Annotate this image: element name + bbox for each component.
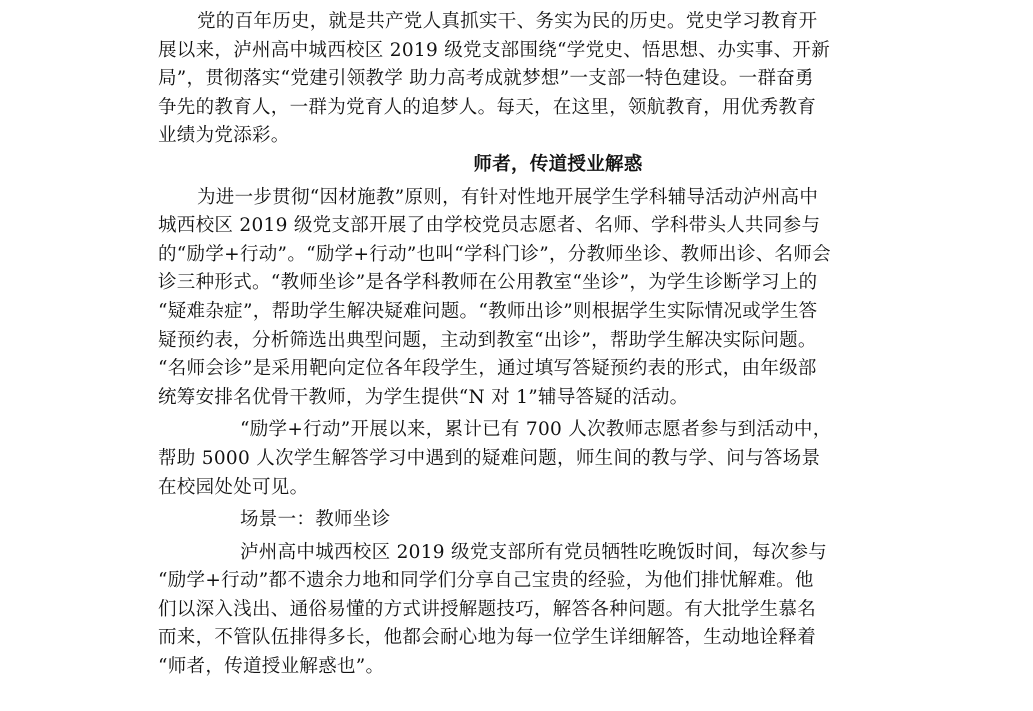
text-line: 而来，不管队伍排得多长，他都会耐心地为每一位学生详细解答，生动地诠释着: [158, 627, 817, 649]
intro-paragraph: [158, 8, 878, 151]
document-page: [158, 8, 878, 682]
body-paragraph-statistics: [158, 416, 878, 502]
text-line: 帮助 5000 人次学生解答学习中遇到的疑难问题，师生间的教与学、问与答场景: [158, 447, 821, 469]
text-line: 争先的教育人，一群为党育人的追梦人。每天，在这里，领航教育，用优秀教育: [158, 96, 817, 118]
text-line: “励学+行动”都不遗余力地和同学们分享自己宝贵的经验，为他们排忧解难。他: [158, 570, 814, 592]
text-line: 统筹安排名优骨干教师，为学生提供“N 对 1”辅导答疑的活动。: [158, 386, 689, 408]
text-line: 在校园处处可见。: [158, 476, 309, 498]
text-line: 的“励学+行动”。“励学+行动”也叫“学科门诊”，分教师坐诊、教师出诊、名师会: [158, 243, 831, 265]
scene-subheading: 场景一：教师坐诊: [240, 509, 391, 531]
text-line: 们以深入浅出、通俗易懂的方式讲授解题技巧，解答各种问题。有大批学生慕名: [158, 598, 817, 620]
text-line: 诊三种形式。“教师坐诊”是各学科教师在公用教室“坐诊”，为学生诊断学习上的: [158, 272, 818, 294]
text-line: 党的百年历史，就是共产党人真抓实干、务实为民的历史。党史学习教育开: [197, 11, 818, 32]
body-paragraph-tutoring: [158, 184, 878, 413]
section-heading: 师者，传道授业解惑: [473, 153, 643, 175]
text-line: “师者，传道授业解惑也”。: [158, 656, 385, 678]
text-line: 展以来，泸州高中城西校区 2019 级党支部围绕“学党史、悟思想、办实事、开新: [158, 39, 831, 61]
text-line: 业绩为党添彩。: [158, 125, 290, 147]
text-line: 泸州高中城西校区 2019 级党支部所有党员牺牲吃晚饭时间，每次参与: [240, 541, 828, 563]
text-line: 为进一步贯彻“因材施教”原则，有针对性地开展学生学科辅导活动泸州高中: [197, 186, 819, 208]
text-line: 疑预约表，分析筛选出典型问题，主动到教室“出诊”，帮助学生解决实际问题。: [158, 329, 817, 351]
text-line: “疑难杂症”，帮助学生解决疑难问题。“教师出诊”则根据学生实际情况或学生答: [158, 300, 818, 322]
body-paragraph-scene-one: [158, 539, 878, 682]
text-line: 局”，贯彻落实“党建引领教学 助力高考成就梦想”一支部一特色建设。一群奋勇: [158, 68, 814, 90]
text-line: “名师会诊”是采用靶向定位各年段学生，通过填写答疑预约表的形式，由年级部: [158, 358, 817, 380]
text-line: “励学+行动”开展以来，累计已有 700 人次教师志愿者参与到活动中，: [240, 419, 832, 441]
text-line: 城西校区 2019 级党支部开展了由学校党员志愿者、名师、学科带头人共同参与: [158, 215, 821, 237]
